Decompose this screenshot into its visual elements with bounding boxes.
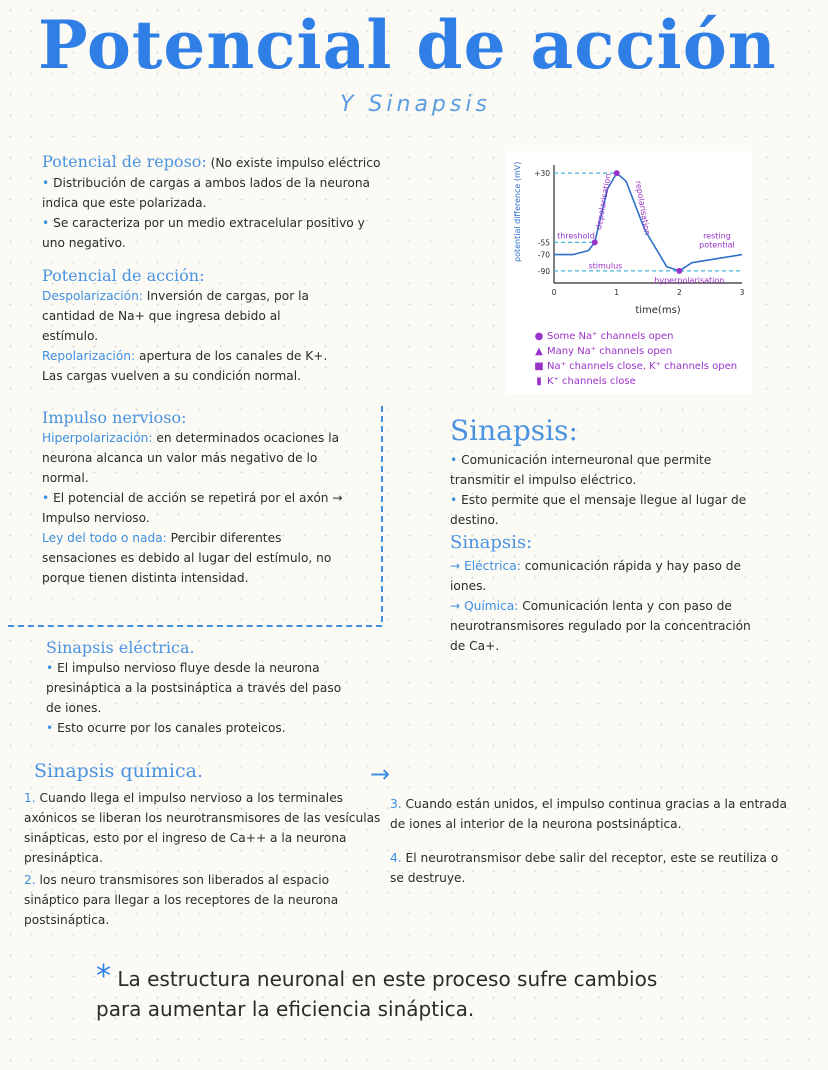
y-tick-label: +30 [534,169,550,179]
quimica-term: → Química: [450,599,519,613]
right-arrow-icon: → [370,760,391,788]
sinapsis-section: Sinapsis: • Comunicación interneuronal que permite transmitir el impulso eléctrico. • Esto permite que el mensaje llegue al lugar de destino. Sinapsis: → Eléctrica: comunicación rápida y hay paso de iones. → Química: Comunicación lenta y con paso de neurotransmisores regulado por la concentración de Ca+. [450,412,760,656]
x-tick-label: 1 [614,288,620,297]
dep-text: Inversión de cargas, por la cantidad de Na+ que ingresa debido al estímulo. [42,289,309,343]
step-1-text: Cuando llega el impulso nervioso a los terminales axónicos se liberan los neurotransmisores de las vesículas sinápticas, esto por el ingreso de Ca++ a la neurona presináptica. [24,791,381,865]
sinapsis-bullet-2: Esto permite que el mensaje llegue al lugar de destino. [450,493,747,527]
dashed-divider-horizontal [8,625,382,627]
ley-text: Percibir diferentes sensaciones es debido al lugar del estímulo, no porque tienen distinta intensidad. [42,531,332,585]
x-tick-label: 3 [739,288,745,297]
reposo-bullet-2: Se caracteriza por un medio extracelular positivo y uno negativo. [42,216,365,250]
impulso-bullet-1: El potencial de acción se repetirá por el axón → Impulso nervioso. [42,491,343,525]
rep-term: Repolarización: [42,349,136,363]
reposo-section: Potencial de reposo: (No existe impulso eléctrico • Distribución de cargas a ambos lados de la neurona indica que este polarizada. • Se caracteriza por un medio extracelular positivo y uno negativo. [42,152,381,250]
electrica-heading: Sinapsis eléctrica. [46,638,195,657]
page-subtitle: Y Sinapsis [340,92,491,117]
impulso-section: Impulso nervioso: Hiperpolarización: en determinados ocaciones la neurona alcanca un valor más negativo de lo normal. • El potencial de acción se repetirá por el axón → Impulso nervioso. Ley del todo o nada: Percibir diferentes sensaciones es debido al lugar del estímulo, no porque tienen distinta intensidad. [42,408,354,588]
action-potential-chart [506,151,752,394]
x-tick-label: 2 [676,288,682,297]
dashed-divider-vertical [381,406,383,622]
step-2-text: los neuro transmisores son liberados al espacio sináptico para llegar a los receptores de la neurona postsináptica. [24,873,339,927]
chart-legend [534,329,737,389]
hip-term: Hiperpolarización: [42,431,153,445]
threshold-label: threshold [557,231,595,241]
legend-text: Some Na⁺ channels open [547,331,674,342]
marker-k-close [676,268,682,274]
quimica-steps-left [24,788,384,930]
legend-marker-icon: ▲ [535,346,543,357]
y-tick-label: -55 [537,238,550,248]
marker-many-na-open [614,170,620,176]
step-3-text: Cuando están unidos, el impulso continua gracias a la entrada de iones al interior de la neurona postsináptica. [390,797,787,831]
reposo-heading: Potencial de reposo: [42,152,207,171]
stimulus-label: stimulus [588,261,623,271]
dep-term: Despolarización: [42,289,143,303]
impulso-heading: Impulso nervioso: [42,408,187,427]
resting-label-1: resting [703,231,731,241]
legend-marker-icon: ■ [534,361,544,372]
reposo-bullet-1: Distribución de cargas a ambos lados de la neurona indica que este polarizada. [42,176,371,210]
conclusion [96,959,696,1024]
legend-item [534,359,737,374]
electrica-bullet-1: El impulso nervioso fluye desde la neurona presináptica a la postsináptica a través del paso de iones. [46,661,342,715]
hyperpolarisation-label: hyperpolarisation [654,275,725,285]
electrica-bullet-2: Esto ocurre por los canales proteicos. [57,721,286,735]
y-axis-label: potential difference (mV) [513,161,522,262]
y-tick-label: -70 [537,250,550,260]
legend-item [534,329,737,344]
legend-marker-icon: ● [534,331,544,342]
electrica-text: comunicación rápida y hay paso de iones. [450,559,742,593]
hip-text: en determinados ocaciones la neurona alcanca un valor más negativo de lo normal. [42,431,340,485]
y-tick-label: -90 [537,266,550,276]
legend-item [534,344,737,359]
step-1-number: 1. [24,791,36,805]
rep-text: apertura de los canales de K+. Las cargas vuelven a su condición normal. [42,349,328,383]
sinapsis-heading: Sinapsis: [450,414,578,447]
step-2-number: 2. [24,873,36,887]
legend-text: K⁺ channels close [547,376,636,387]
legend-item [534,374,737,389]
resting-label-2: potential [699,240,735,250]
conclusion-text: La estructura neuronal en este proceso sufre cambios para aumentar la eficiencia sináptica. [96,967,658,1021]
sinapsis-bullet-1: Comunicación interneuronal que permite transmitir el impulso eléctrico. [450,453,712,487]
depolarisation-label: depolarisation [594,172,613,231]
quimica-steps-right [390,794,790,888]
legend-text: Many Na⁺ channels open [547,346,673,357]
legend-text: Na⁺ channels close, K⁺ channels open [547,361,738,372]
step-4-text: El neurotransmisor debe salir del receptor, este se reutiliza o se destruye. [390,851,779,885]
quimica-heading: Sinapsis química. [34,760,204,782]
sinapsis-types-heading: Sinapsis: [450,532,533,553]
ley-term: Ley del todo o nada: [42,531,167,545]
accion-section [42,266,332,386]
reposo-note: (No existe impulso eléctrico [210,156,381,170]
accion-heading: Potencial de acción: [42,266,205,285]
legend-marker-icon: ▮ [536,376,542,387]
x-tick-label: 0 [551,288,557,297]
page-title: Potencial de acción [38,6,777,84]
step-3-number: 3. [390,797,402,811]
star-icon: * [96,959,111,994]
x-axis-label: time(ms) [635,305,681,316]
electrica-section: Sinapsis eléctrica. • El impulso nervioso fluye desde la neurona presináptica a la postsináptica a través del paso de iones. • Esto ocurre por los canales proteicos. [46,638,356,738]
step-4-number: 4. [390,851,402,865]
quimica-text: Comunicación lenta y con paso de neurotransmisores regulado por la concentración de Ca+. [450,599,751,653]
repolarisation-label: repolarisation [633,180,652,236]
electrica-term: → Eléctrica: [450,559,521,573]
